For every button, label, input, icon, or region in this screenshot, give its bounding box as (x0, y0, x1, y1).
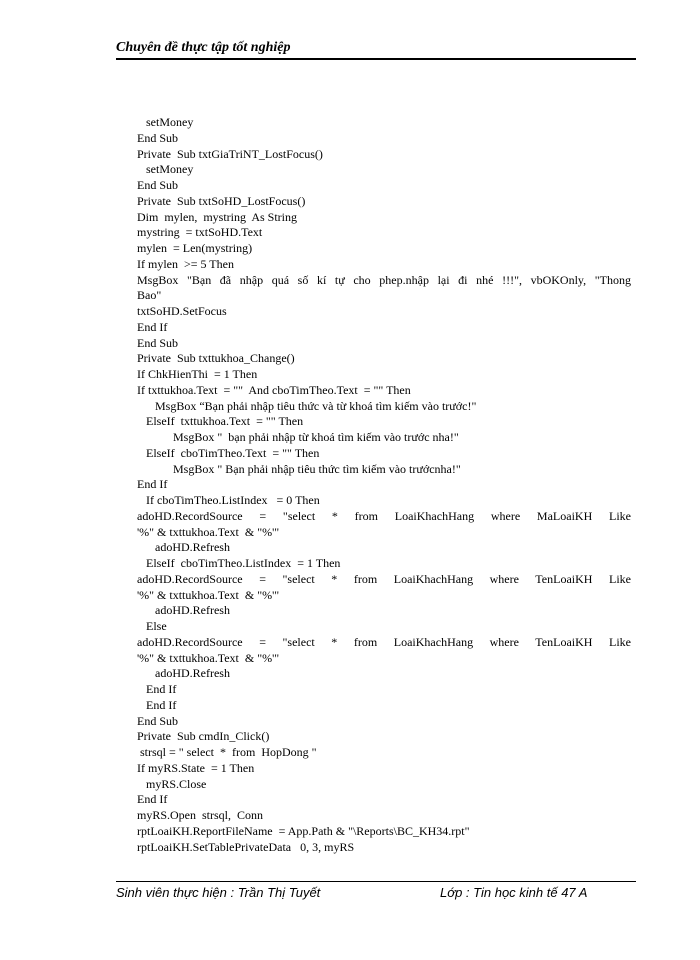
footer-divider (116, 881, 636, 882)
code-line: If myRS.State = 1 Then (137, 760, 255, 775)
code-line: End If (137, 697, 177, 712)
code-line: End Sub (137, 335, 179, 350)
header-divider (116, 58, 636, 60)
code-line: strsql = " select * from HopDong " (137, 745, 317, 759)
footer-student-name: Sinh viên thực hiện : Trần Thị Tuyết (116, 885, 321, 900)
code-line: Bao" (137, 288, 162, 303)
code-line: adoHD.RecordSource = "select * from LoaiKhachHang where TenLoaiKH Like (137, 634, 631, 649)
code-line: setMoney (137, 115, 194, 129)
code-line: MsgBox " bạn phải nhập từ khoá tìm kiếm vào trước nha!" (137, 430, 459, 444)
code-line: setMoney (137, 162, 194, 177)
code-line: ElseIf txttukhoa.Text = "" Then (137, 414, 304, 429)
code-line: '%" & txttukhoa.Text & "%'" (137, 524, 280, 539)
code-line: '%" & txttukhoa.Text & "%'" (137, 650, 280, 665)
page-header-title: Chuyên đề thực tập tốt nghiệp (116, 40, 291, 55)
code-line: adoHD.RecordSource = "select * from LoaiKhachHang where TenLoaiKH Like (137, 571, 631, 586)
code-line: rptLoaiKH.ReportFileName = App.Path & "\Reports\BC_KH34.rpt" (137, 823, 470, 838)
code-line: myRS.Open strsql, Conn (137, 808, 264, 822)
code-line: txtSoHD.SetFocus (137, 304, 227, 318)
code-line: mystring = txtSoHD.Text (137, 225, 263, 240)
code-line: Private Sub txtGiaTriNT_LostFocus() (137, 146, 323, 161)
code-line: Private Sub txttukhoa_Change() (137, 351, 295, 366)
code-line: If ChkHienThi = 1 Then (137, 367, 258, 381)
code-line: rptLoaiKH.SetTablePrivateData 0, 3, myRS (137, 839, 355, 854)
code-line: ElseIf cboTimTheo.Text = "" Then (137, 445, 320, 460)
code-line: Dim mylen, mystring As String (137, 209, 298, 224)
code-line: adoHD.Refresh (137, 666, 230, 681)
code-line: End If (137, 792, 168, 807)
code-line: Else (137, 619, 167, 633)
code-line: If cboTimTheo.ListIndex = 0 Then (137, 493, 320, 507)
code-line: adoHD.RecordSource = "select * from LoaiKhachHang where MaLoaiKH Like (137, 508, 631, 523)
code-line: End Sub (137, 130, 179, 145)
code-line: adoHD.Refresh (137, 540, 230, 555)
code-line: End Sub (137, 178, 179, 192)
code-line: adoHD.Refresh (137, 603, 230, 618)
code-line: Private Sub txtSoHD_LostFocus() (137, 193, 306, 208)
code-line: End If (137, 319, 168, 334)
code-line: If txttukhoa.Text = "" And cboTimTheo.Text = "" Then (137, 382, 411, 397)
code-line: Private Sub cmdIn_Click() (137, 729, 270, 744)
code-line: ElseIf cboTimTheo.ListIndex = 1 Then (137, 556, 341, 570)
code-line: '%" & txttukhoa.Text & "%'" (137, 587, 280, 602)
code-listing (137, 115, 631, 855)
code-line: mylen = Len(mystring) (137, 241, 253, 255)
footer-class-name: Lớp : Tin học kinh tế 47 A (440, 885, 588, 900)
code-line: End If (137, 682, 177, 696)
code-line: End Sub (137, 713, 179, 728)
code-line: MsgBox " Bạn phải nhập tiêu thức tìm kiếm vào trướcnha!" (137, 461, 461, 476)
code-line: MsgBox “Bạn phải nhập tiêu thức và từ khoá tìm kiếm vào trước!" (137, 398, 477, 413)
code-line: If mylen >= 5 Then (137, 256, 234, 271)
code-line: MsgBox "Bạn đã nhập quá số kí tự cho phep.nhập lại đi nhé !!!", vbOKOnly, "Thong (137, 272, 631, 287)
code-line: myRS.Close (137, 776, 207, 791)
code-line: End If (137, 477, 168, 492)
